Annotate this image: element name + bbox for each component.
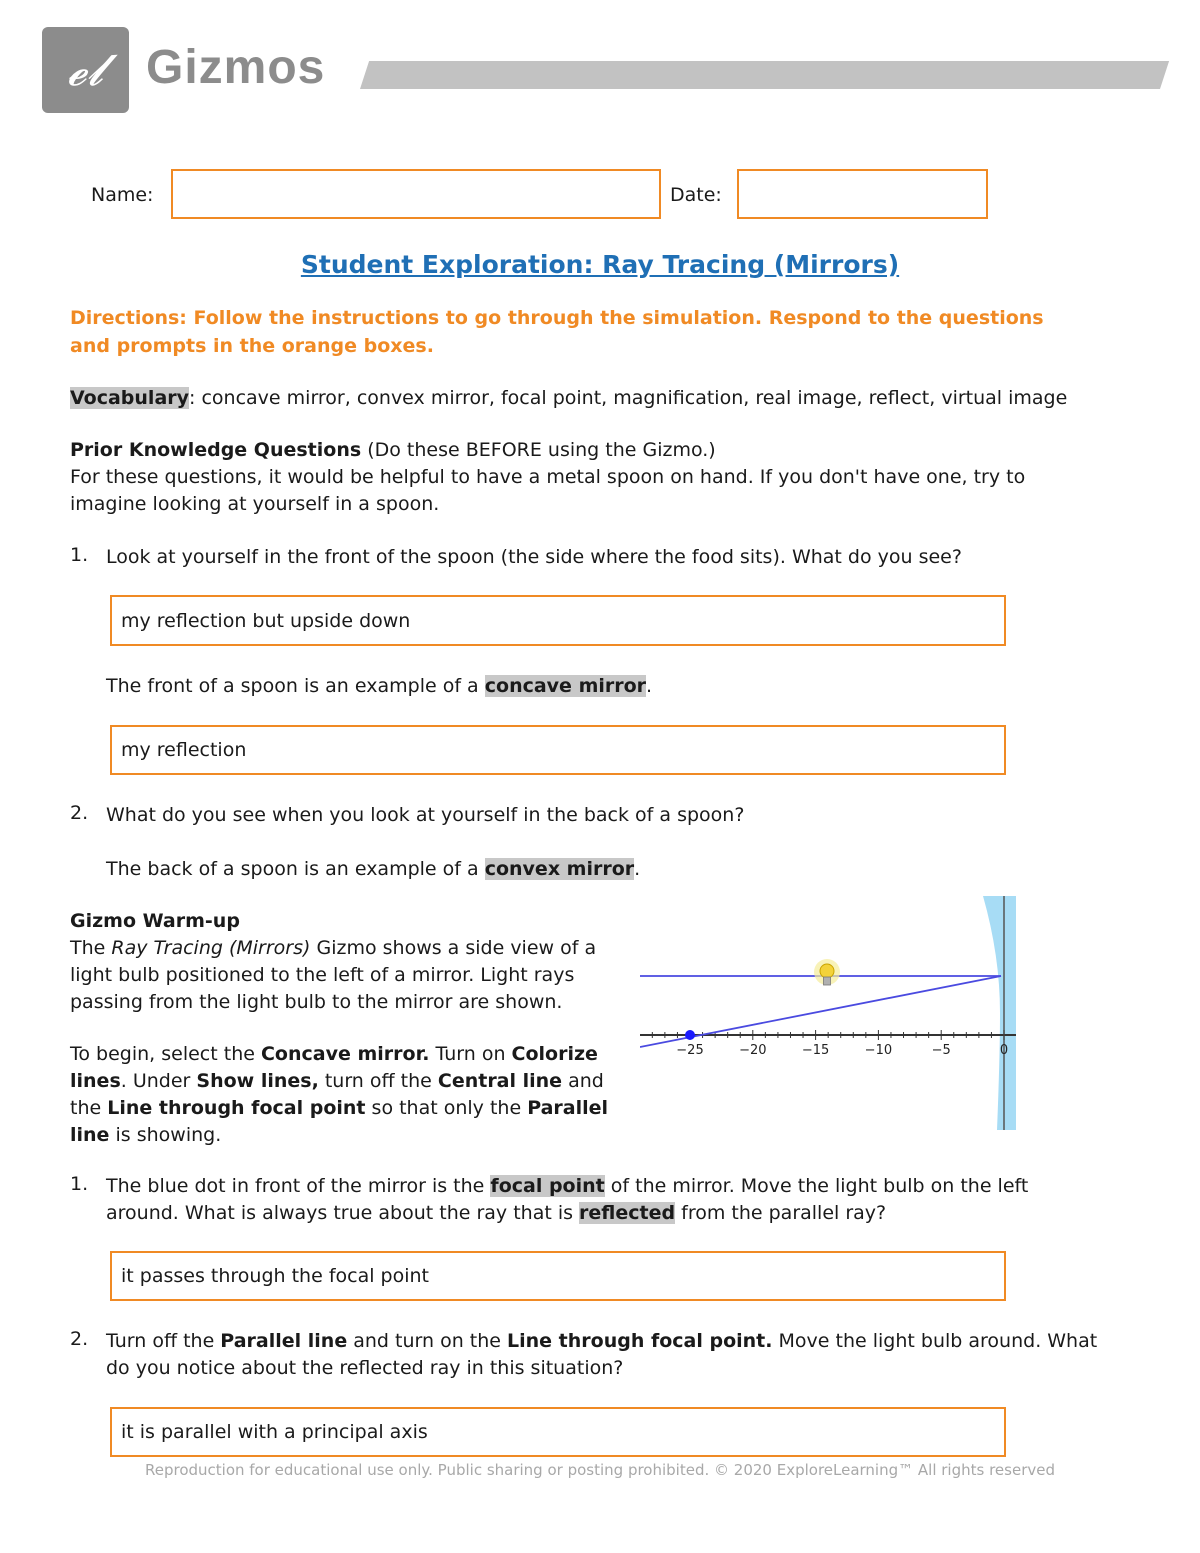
tick-label: −10: [864, 1043, 893, 1058]
prior-q1-followup-post: .: [646, 675, 653, 697]
prior-q1-number: 1.: [70, 544, 89, 566]
vocabulary-terms: concave mirror, convex mirror, focal point, magnification, real image, reflect, virtual image: [195, 387, 1068, 409]
prior-q2-number: 2.: [70, 802, 89, 824]
prior-q2-followup: [106, 856, 1106, 883]
warmup-p2-run: Line through focal point: [107, 1097, 366, 1119]
warmup-p2-run: To begin, select the: [70, 1043, 261, 1065]
warmup-p2-run: . Under: [120, 1070, 197, 1092]
directions: Directions: Follow the instructions to go through the simulation. Respond to the questions and prompts in the orange boxes.: [70, 307, 1044, 357]
focal-point-term: focal point: [490, 1175, 605, 1197]
name-label: Name:: [91, 184, 154, 206]
reflected-term: reflected: [579, 1202, 676, 1224]
warmup-q1-answer: it passes through the focal point: [121, 1265, 429, 1287]
prior-q1-answer-box[interactable]: [110, 595, 1006, 646]
warmup-q1-answer-box[interactable]: [110, 1251, 1006, 1301]
vocabulary-sep: :: [189, 387, 196, 409]
warmup-p2-run: Central line: [437, 1070, 563, 1092]
light-bulb-icon[interactable]: [814, 959, 840, 985]
warmup-heading-title: Gizmo Warm-up: [70, 910, 240, 932]
prior-q2-followup-post: .: [634, 858, 641, 880]
prior-q1-followup-pre: The front of a spoon is an example of a: [106, 675, 485, 697]
warmup-q1-text: [106, 1173, 1106, 1227]
prior-q1-answer2: my reflection: [121, 739, 247, 761]
prior-q2-text: What do you see when you look at yourself in the back of a spoon?: [106, 804, 745, 826]
warmup-q2-text: [106, 1328, 1106, 1382]
warmup-p2-run: Parallel line: [70, 1097, 609, 1146]
parallel-line-term: Parallel line: [220, 1330, 348, 1352]
brand-name: Gizmos: [146, 41, 326, 94]
page-title: Student Exploration: Ray Tracing (Mirrors): [300, 250, 900, 279]
tick-label: −20: [739, 1043, 767, 1058]
warmup-p2-run: is showing.: [109, 1124, 222, 1146]
warmup-p2-run: and the: [70, 1070, 604, 1119]
warmup-q2-b: and turn on the: [347, 1330, 508, 1352]
tick-label: 0: [999, 1043, 1009, 1058]
warmup-paragraph-1: [70, 935, 625, 1016]
logo-mark: 𝓮𝓵: [67, 44, 104, 96]
warmup-p2-run: turn off the: [318, 1070, 438, 1092]
prior-intro: For these questions, it would be helpful to have a metal spoon on hand. If you don't have one, try to imagine looking at yourself in a spoon.: [70, 466, 1026, 515]
tick-label: −5: [931, 1043, 951, 1058]
concave-mirror-term: concave mirror: [484, 675, 647, 697]
tick-label: −15: [801, 1043, 830, 1058]
prior-q1-text: Look at yourself in the front of the spoon (the side where the food sits). What do you see?: [106, 546, 962, 568]
explorelearning-logo: [42, 27, 129, 113]
prior-q1-answer: my reflection but upside down: [121, 609, 411, 632]
date-field[interactable]: [737, 169, 988, 219]
vocabulary-label: Vocabulary: [70, 387, 190, 409]
prior-q2-followup-pre: The back of a spoon is an example of a: [106, 858, 485, 880]
prior-q1-followup: [106, 673, 1106, 700]
warmup-q2-number: 2.: [70, 1328, 89, 1350]
convex-mirror-term: convex mirror: [484, 858, 635, 880]
ray-tracing-diagram: [640, 896, 1020, 1134]
warmup-paragraph-2: [70, 1041, 625, 1149]
warmup-q2-a: Turn off the: [106, 1330, 221, 1352]
warmup-q1-c: from the parallel ray?: [675, 1202, 887, 1224]
prior-heading: [70, 437, 1110, 464]
name-field[interactable]: [171, 169, 661, 219]
warmup-p1-a: The: [70, 937, 112, 959]
warmup-q2-answer: it is parallel with a principal axis: [121, 1421, 428, 1443]
warmup-p2-run: Concave mirror.: [260, 1043, 430, 1065]
focal-line-term: Line through focal point.: [507, 1330, 773, 1352]
warmup-p2-run: Turn on: [429, 1043, 512, 1065]
focal-point[interactable]: [685, 1030, 695, 1040]
warmup-p2-run: Show lines,: [196, 1070, 319, 1092]
vocabulary: [70, 385, 1110, 412]
warmup-q1-number: 1.: [70, 1173, 89, 1195]
warmup-q1-a: The blue dot in front of the mirror is the: [106, 1175, 491, 1197]
warmup-q2-answer-box[interactable]: [110, 1407, 1006, 1457]
prior-heading-note: (Do these BEFORE using the Gizmo.): [361, 439, 716, 461]
warmup-q2-c: Move the light bulb around. What do you notice about the reflected ray in this situation?: [106, 1330, 1098, 1379]
prior-q1-answer2-box[interactable]: [110, 725, 1006, 775]
warmup-p2-run: Colorize lines: [70, 1043, 598, 1092]
warmup-p2-run: so that only the: [365, 1097, 528, 1119]
footer-copyright: Reproduction for educational use only. Public sharing or posting prohibited. © 2020 ExploreLearning™ All rights reserved: [144, 1461, 1055, 1479]
warmup-heading: [70, 908, 625, 935]
concave-mirror: [983, 896, 1016, 1130]
date-label: Date:: [670, 184, 722, 206]
header-bar: [360, 61, 1169, 89]
prior-heading-title: Prior Knowledge Questions: [70, 439, 362, 461]
warmup-q1-b: of the mirror. Move the light bulb on the left around. What is always true about the ray that is: [106, 1175, 1029, 1224]
tick-label: −25: [676, 1043, 704, 1058]
gizmo-name: Ray Tracing (Mirrors): [111, 937, 311, 959]
warmup-p1-b: Gizmo shows a side view of a light bulb positioned to the left of a mirror. Light rays passing from the light bulb to the mirror are shown.: [70, 937, 597, 1013]
